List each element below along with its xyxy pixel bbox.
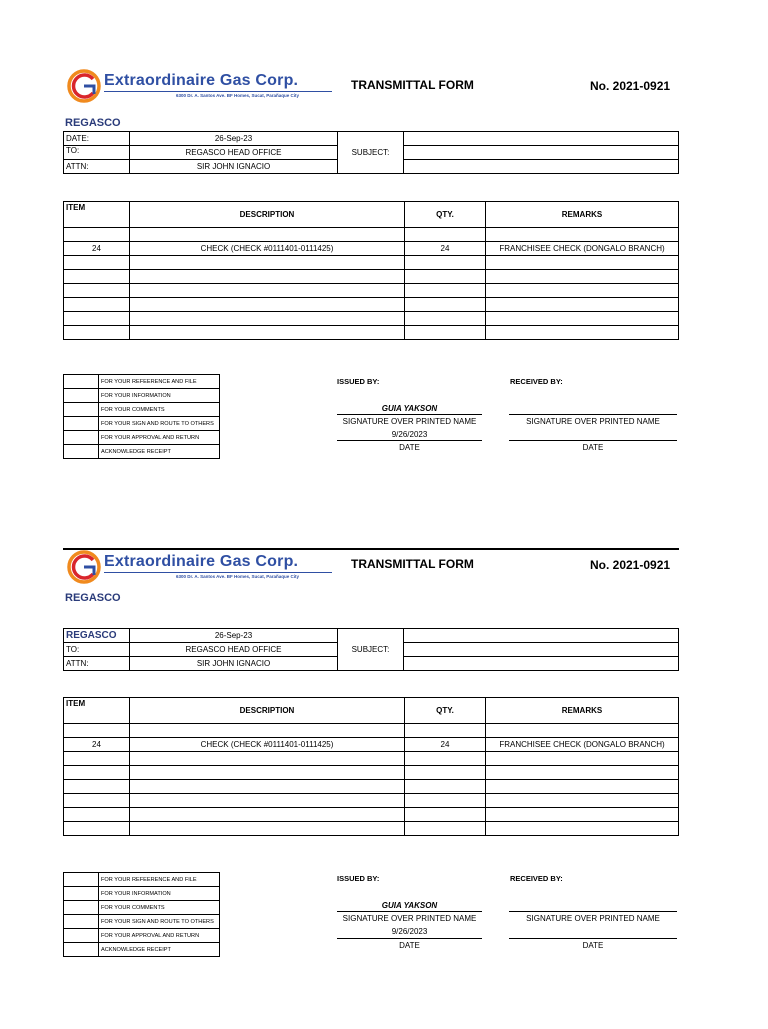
checkbox[interactable] xyxy=(64,403,99,417)
table-row xyxy=(64,242,679,256)
subject-value-1 xyxy=(404,132,679,146)
received-signature-caption: SIGNATURE OVER PRINTED NAME xyxy=(526,914,660,923)
table-row xyxy=(64,780,679,794)
issued-date-caption: DATE xyxy=(399,941,420,950)
received-by-label: RECEIVED BY: xyxy=(510,377,563,386)
header-table xyxy=(63,131,679,174)
form-title: TRANSMITTAL FORM xyxy=(351,557,474,571)
issued-date-line xyxy=(337,938,482,939)
checkbox[interactable] xyxy=(64,389,99,403)
company-logo-icon xyxy=(66,68,102,104)
checkbox[interactable] xyxy=(64,445,99,459)
received-by-label: RECEIVED BY: xyxy=(510,874,563,883)
row-description: CHECK (CHECK #0111401-0111425) xyxy=(130,242,405,256)
checkbox[interactable] xyxy=(64,929,99,943)
company-address: 6300 Dr. A. Santos Ave. BF Homes, Sucat, Parañaque City xyxy=(176,574,300,579)
issued-signature-line xyxy=(337,911,482,912)
date-value: 26-Sep-23 xyxy=(130,629,338,643)
form-number: No. 2021-0921 xyxy=(590,558,671,572)
form-title: TRANSMITTAL FORM xyxy=(351,78,474,92)
checklist-item: FOR YOUR INFORMATION xyxy=(99,389,220,403)
received-date-caption: DATE xyxy=(582,443,604,452)
checklist-item: FOR YOUR SIGN AND ROUTE TO OTHERS xyxy=(99,915,220,929)
checklist-item: FOR YOUR SIGN AND ROUTE TO OTHERS xyxy=(99,417,220,431)
subject-value-3 xyxy=(404,160,679,174)
issued-date-line xyxy=(337,440,482,441)
checkbox[interactable] xyxy=(64,375,99,389)
row-qty: 24 xyxy=(405,738,486,752)
col-item-header: ITEM xyxy=(64,698,130,724)
received-signature-line xyxy=(509,414,677,415)
checklist-item: ACKNOWLEDGE RECEIPT xyxy=(99,943,220,957)
table-row xyxy=(64,724,679,738)
date-value: 26-Sep-23 xyxy=(130,132,338,146)
checklist-item: ACKNOWLEDGE RECEIPT xyxy=(99,445,220,459)
checklist-item: FOR YOUR REFEERENCE AND FILE xyxy=(99,375,220,389)
attn-value: SIR JOHN IGNACIO xyxy=(130,657,338,671)
issued-date: 9/26/2023 xyxy=(391,927,428,936)
table-row xyxy=(64,326,679,340)
table-row xyxy=(64,822,679,836)
attn-value: SIR JOHN IGNACIO xyxy=(130,160,338,174)
row-description: CHECK (CHECK #0111401-0111425) xyxy=(130,738,405,752)
col-description-header: DESCRIPTION xyxy=(130,698,405,724)
table-row xyxy=(64,284,679,298)
company-logo-icon xyxy=(66,549,102,585)
table-row xyxy=(64,738,679,752)
col-item-header: ITEM xyxy=(64,202,130,228)
to-value: REGASCO HEAD OFFICE xyxy=(130,643,338,657)
issued-signature-caption: SIGNATURE OVER PRINTED NAME xyxy=(342,914,477,923)
col-qty-header: QTY. xyxy=(405,202,486,228)
issued-by-label: ISSUED BY: xyxy=(337,377,380,386)
issued-date-caption: DATE xyxy=(399,443,420,452)
subject-value-1 xyxy=(404,629,679,643)
routing-checklist xyxy=(63,374,220,459)
col-qty-header: QTY. xyxy=(405,698,486,724)
issued-by-label: ISSUED BY: xyxy=(337,874,380,883)
attn-label: ATTN: xyxy=(64,160,130,174)
checklist-item: FOR YOUR REFEERENCE AND FILE xyxy=(99,873,220,887)
issuer-name: GUIA YAKSON xyxy=(381,404,438,413)
checklist-item: FOR YOUR APPROVAL AND RETURN xyxy=(99,929,220,943)
routing-checklist xyxy=(63,872,220,957)
date-label: REGASCO xyxy=(64,629,130,643)
transmittal-form-1 xyxy=(0,68,768,548)
company-logo xyxy=(66,68,336,112)
table-row xyxy=(64,808,679,822)
received-date-line xyxy=(509,440,677,441)
table-row xyxy=(64,794,679,808)
received-date-caption: DATE xyxy=(582,941,604,950)
checkbox[interactable] xyxy=(64,431,99,445)
row-qty: 24 xyxy=(405,242,486,256)
subject-value-3 xyxy=(404,657,679,671)
checkbox[interactable] xyxy=(64,873,99,887)
col-remarks-header: REMARKS xyxy=(486,698,679,724)
issued-date: 9/26/2023 xyxy=(391,430,428,439)
received-signature-caption: SIGNATURE OVER PRINTED NAME xyxy=(526,417,660,426)
row-item: 24 xyxy=(64,242,130,256)
table-row xyxy=(64,312,679,326)
subject-label: SUBJECT: xyxy=(338,132,404,174)
row-item: 24 xyxy=(64,738,130,752)
checklist-item: FOR YOUR COMMENTS xyxy=(99,901,220,915)
table-row xyxy=(64,256,679,270)
regasco-label: REGASCO xyxy=(65,117,121,129)
company-name: Extraordinaire Gas Corp. xyxy=(104,72,299,89)
col-remarks-header: REMARKS xyxy=(486,202,679,228)
items-table xyxy=(63,697,679,836)
table-row xyxy=(64,766,679,780)
to-label: TO: xyxy=(64,146,130,160)
subject-value-2 xyxy=(404,146,679,160)
logo-divider xyxy=(104,91,332,92)
issuer-name: GUIA YAKSON xyxy=(381,901,438,910)
row-remarks: FRANCHISEE CHECK (DONGALO BRANCH) xyxy=(486,738,679,752)
logo-divider xyxy=(104,572,332,573)
checklist-item: FOR YOUR INFORMATION xyxy=(99,887,220,901)
company-logo xyxy=(66,549,336,593)
table-row xyxy=(64,270,679,284)
transmittal-form-2 xyxy=(0,549,768,1029)
checklist-item: FOR YOUR COMMENTS xyxy=(99,403,220,417)
issued-signature-caption: SIGNATURE OVER PRINTED NAME xyxy=(342,417,477,426)
table-row xyxy=(64,228,679,242)
to-value: REGASCO HEAD OFFICE xyxy=(130,146,338,160)
checkbox[interactable] xyxy=(64,901,99,915)
company-name: Extraordinaire Gas Corp. xyxy=(104,553,299,570)
checkbox[interactable] xyxy=(64,915,99,929)
table-row xyxy=(64,298,679,312)
table-row xyxy=(64,752,679,766)
checkbox[interactable] xyxy=(64,417,99,431)
date-label: DATE: xyxy=(64,132,130,146)
form-number: No. 2021-0921 xyxy=(590,79,671,93)
subject-label: SUBJECT: xyxy=(338,629,404,671)
received-date-line xyxy=(509,938,677,939)
checkbox[interactable] xyxy=(64,943,99,957)
company-address: 6300 Dr. A. Santos Ave. BF Homes, Sucat, Parañaque City xyxy=(176,93,300,98)
to-label: TO: xyxy=(64,643,130,657)
issued-signature-line xyxy=(337,414,482,415)
regasco-label: REGASCO xyxy=(65,592,121,604)
header-table xyxy=(63,628,679,671)
checklist-item: FOR YOUR APPROVAL AND RETURN xyxy=(99,431,220,445)
attn-label: ATTN: xyxy=(64,657,130,671)
checkbox[interactable] xyxy=(64,887,99,901)
row-remarks: FRANCHISEE CHECK (DONGALO BRANCH) xyxy=(486,242,679,256)
items-table xyxy=(63,201,679,340)
subject-value-2 xyxy=(404,643,679,657)
received-signature-line xyxy=(509,911,677,912)
col-description-header: DESCRIPTION xyxy=(130,202,405,228)
